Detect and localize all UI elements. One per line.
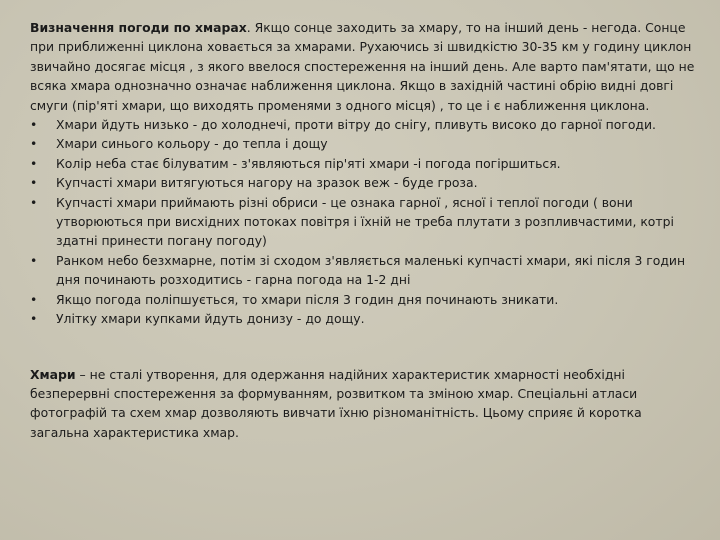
- list-item: [30, 251, 698, 290]
- bullet-icon: •: [30, 194, 38, 210]
- list-item: [30, 154, 698, 173]
- list-item-text: Якщо погода поліпшується, то хмари після 3 годин дня починають зникати.: [56, 291, 559, 307]
- list-item: [30, 309, 698, 328]
- bullet-icon: •: [30, 311, 38, 327]
- list-item-text: Хмари йдуть низько - до холоднечі, проти вітру до снігу, пливуть високо до гарної погоди.: [56, 117, 656, 133]
- list-item-text: Ранком небо безхмарне, потім зі сходом з'являється маленькі купчасті хмари, які після 3 годин дня починають розходитись - гарна погода на 1-2 дні: [56, 252, 686, 288]
- list-item: [30, 290, 698, 309]
- bullet-icon: •: [30, 117, 38, 133]
- clouds-heading: Хмари: [30, 366, 76, 382]
- list-item-text: Купчасті хмари приймають різні обриси - це ознака гарної , ясної і теплої погоди ( вони утворюються при висхідних потоках повітря і їхній не треба плутати з розпливчастими, котрі здатні принести погану погоду): [56, 194, 674, 249]
- intro-paragraph: [30, 18, 698, 115]
- list-item: [30, 193, 698, 251]
- list-item: [30, 173, 698, 192]
- list-item-text: Улітку хмари купками йдуть донизу - до дощу.: [56, 311, 365, 327]
- signs-list: [30, 115, 698, 328]
- bullet-icon: •: [30, 136, 38, 152]
- clouds-definition-section: [30, 365, 698, 443]
- intro-text: . Якщо сонце заходить за хмару, то на інший день - негода. Сонце при приближенні циклона ховається за хмарами. Рухаючись зі швидкістю 30-35 км у годину циклон звичайно досягає місця , з якого ввелося спостереження на інший день. Але варто пам'ятати, що не всяка хмара однозначно означає наближення циклона. Якщо в західній частині обрію видні довгі смуги (пір'яті хмари, що виходять променями з одного місця) , то це і є наближення циклона.: [30, 20, 695, 113]
- bullet-icon: •: [30, 291, 38, 307]
- list-item-text: Хмари синього кольору - до тепла і дощу: [56, 136, 328, 152]
- weather-by-clouds-section: [30, 18, 698, 329]
- bullet-icon: •: [30, 155, 38, 171]
- clouds-paragraph: [30, 365, 698, 443]
- list-item-text: Купчасті хмари витягуються нагору на зразок веж - буде гроза.: [56, 175, 478, 191]
- bullet-icon: •: [30, 175, 38, 191]
- list-item-text: Колір неба стає білуватим - з'являються пір'яті хмари -і погода погіршиться.: [56, 155, 561, 171]
- list-item: [30, 134, 698, 153]
- bullet-icon: •: [30, 252, 38, 268]
- intro-heading: Визначення погоди по хмарах: [30, 20, 247, 35]
- list-item: [30, 115, 698, 134]
- clouds-text: – не сталі утворення, для одержання надійних характеристик хмарності необхідні безперервні спостереження за формуванням, розвитком та зміною хмар. Спеціальні атласи фотографій та схем хмар дозволяють вивчати їхню різноманітність. Цьому сприяє й коротка загальна характеристика хмар.: [30, 366, 642, 440]
